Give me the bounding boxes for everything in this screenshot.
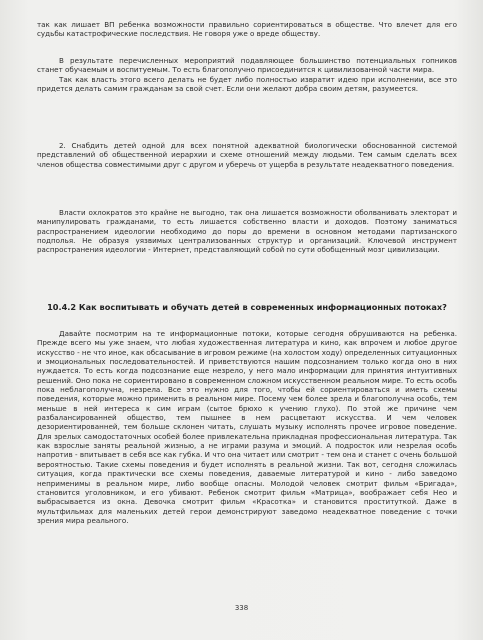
text-block-main [37, 329, 457, 525]
text-block-top [37, 20, 457, 39]
section-heading: 10.4.2 Как воспитывать и обучать детей в современных информационных потоках? [47, 302, 447, 312]
paragraph-ochlocrats: Власти охлократов это крайне не выгодно, так она лишается возможности оболванивать электорат и манипулировать гражданами, то есть лишается собственно власти и доходов. Поэтому заниматься распространением идеологии необходимо до поры до времени в основном методами партизанского подполья. Не образуя уязвимых централизованных структур и организаций. Ключевой инструмент распространения идеологии - Интернет, представляющий собой по сути обобщенный мозг цивилизации. [37, 208, 457, 255]
text-block-item-2 [37, 141, 457, 169]
paragraph-power: Так как власть этого всего делать не будет либо полностью извратит идею при исполнении, все это придется делать самим гражданам за свой счет. Если они желают добра своим детям, разумеется. [37, 74, 457, 94]
page-number: 338 [234, 604, 249, 612]
paragraph-item-2: 2. Снабдить детей одной для всех понятной адекватной биологически обоснованной системой представлений об общественной иерархии и схеме отношений между людьми. Тем самым сделать всех членов общества совместимыми друг с другом и уберечь от ущерба в результате неадекватного поведения. [37, 141, 457, 169]
paragraph-continuation: так как лишает ВП ребенка возможности правильно сориентироваться в обществе. Что влечет для его судьбы катастрофические последствия. Не говоря уже о вреде обществу. [37, 20, 457, 39]
paragraph-results: В результате перечисленных мероприятий подавляющее большинство потенциальных гопников станет обучаемым и воспитуемым. То есть благополучно присоединится к цивилизованной части мира. [37, 56, 457, 75]
text-block-ochlocrats [37, 208, 457, 255]
paragraph-main: Давайте посмотрим на те информационные потоки, которые сегодня обрушиваются на ребенка. Прежде всего мы уже знаем, что любая художественная литература и кино, как впрочем и любое другое искусство - не что иное, как обсасывание в игровом режиме (на холостом ходу) определенных ситуационных и эмоциональных последовательностей. И приветствуются нашим подсознанием только когда оно в них нуждается. То есть когда подсознание еще незрело, у него мало информации для принятия интуитивных решений. Оно пока не сориентировано в современном сложном искусственном реальном мире. То есть особь пока неблагополучна, незрела. Все это нужно для того, чтобы ей сориентироваться и иметь схемы поведения, которые можно применить в реальном мире. Посему чем более зрела и благополучна особь, тем меньше в ней интереса к сим играм (сытое брюхо к учению глухо). По этой же причине чем разбалансированней общество, тем пышнее в нем расцветают искусства. И чем человек дезориентированней, тем больше склонен читать, слушать музыку исполнять прочее игровое поведение. Для зрелых самодостаточных особей более привлекательна прикладная профессиональная литература. Так как взрослые заняты реальной жизнью, а не играми разума и эмоций. А подросток или незрелая особь напротив - впитывает в себя все как губка. И что она читает или смотрит - тем она и станет с очень большой вероятностью. Такие схемы поведения и будет исполнять в реальной жизни. Так вот, сегодня сложилась ситуация, когда практически все схемы поведения, даваемые литературой и кино - либо заведомо неприменимы в реальном мире, либо вообще опасны. Молодой человек смотрит фильм «Бригада», становится уголовником, и его убивают. Ребенок смотрит фильм «Матрица», воображает себя Нео и выбрасывается из окна. Девочка смотрит фильм «Красотка» и становится проституткой. Даже в мультфильмах для маленьких детей герои демонстрируют заведомо неадекватное поведение с точки зрения мира реального. [37, 329, 457, 525]
text-block-results [37, 56, 457, 93]
